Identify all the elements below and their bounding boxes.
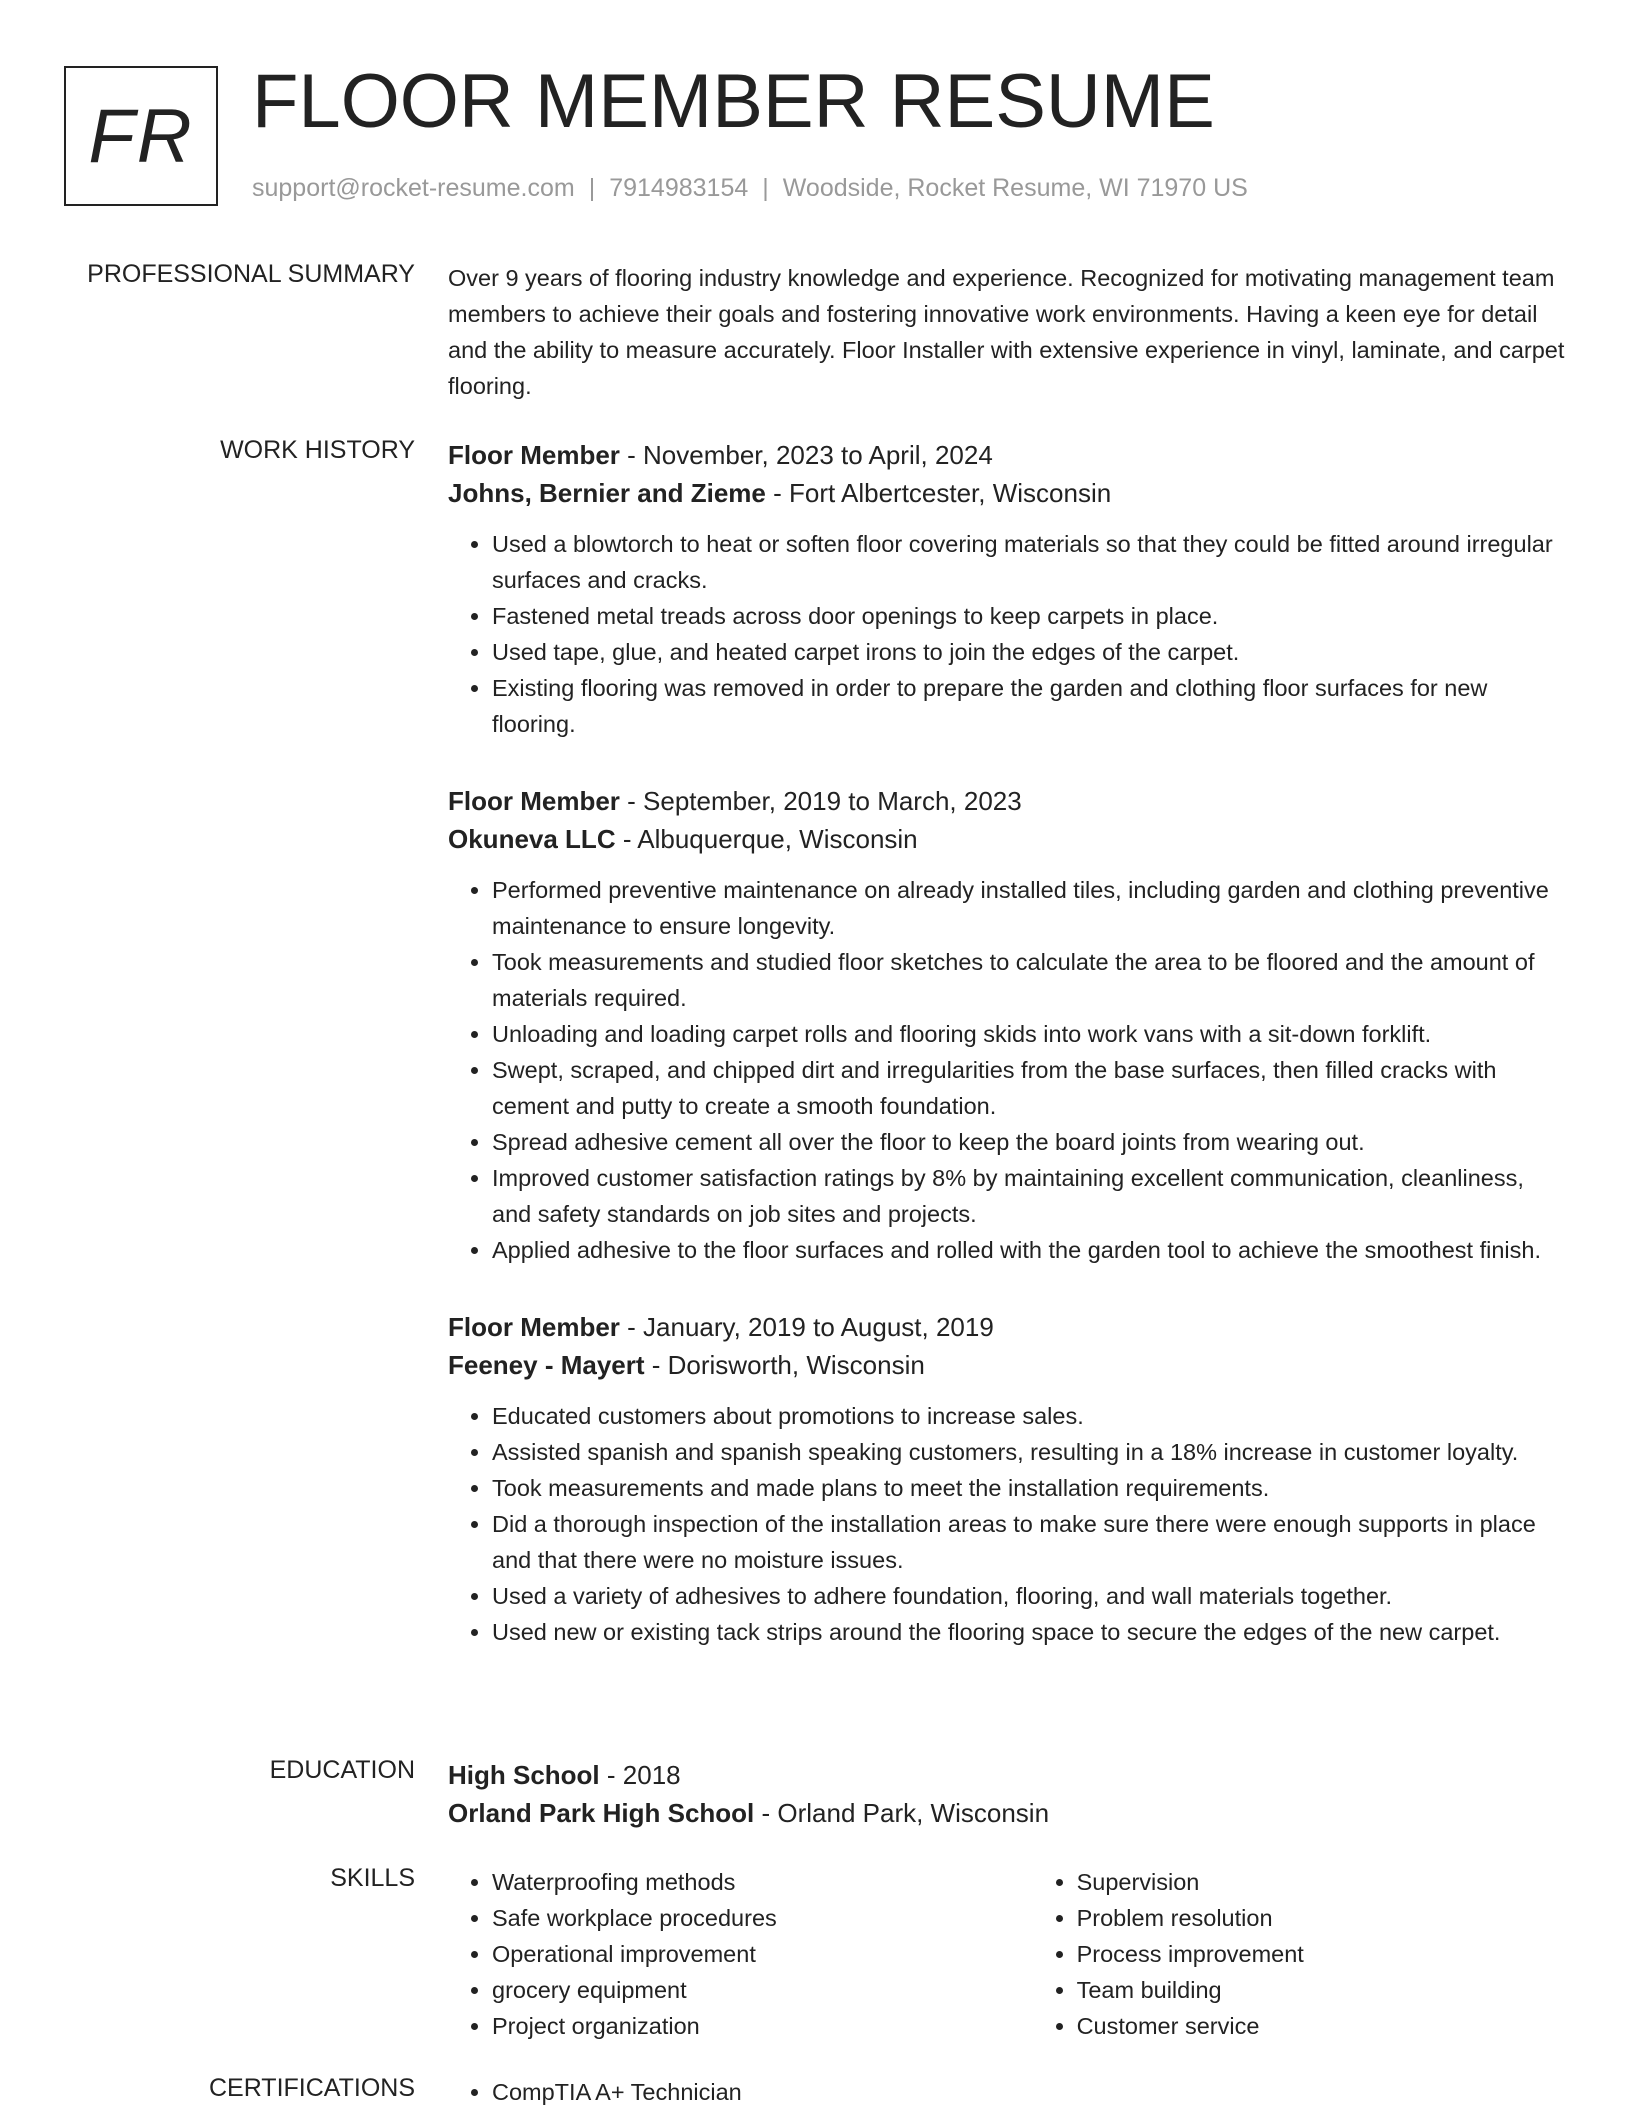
job-dates: - November, 2023 to April, 2024 bbox=[619, 440, 993, 470]
contact-separator: | bbox=[762, 174, 769, 202]
summary-body bbox=[448, 260, 1568, 404]
section-label-certifications: CERTIFICATIONS bbox=[208, 2074, 415, 2102]
certification-item: • CompTIA A+ Technician bbox=[492, 2074, 742, 2110]
job-bullets bbox=[448, 872, 1568, 1268]
section-label-work-history: WORK HISTORY bbox=[220, 436, 415, 464]
job-title: Floor Member bbox=[448, 1312, 620, 1342]
skill-item: • Team building bbox=[1077, 1972, 1568, 2008]
job-location: - Fort Albertcester, Wisconsin bbox=[765, 478, 1112, 508]
job-title-line bbox=[448, 782, 1568, 820]
skill-item: • Safe workplace procedures bbox=[492, 1900, 1033, 1936]
job-company: Johns, Bernier and Zieme bbox=[448, 478, 766, 508]
job-title-line bbox=[448, 1308, 1568, 1346]
skill-item: • Operational improvement bbox=[492, 1936, 1033, 1972]
job-company: Okuneva LLC bbox=[448, 824, 616, 854]
job-bullet: • Used a variety of adhesives to adhere foundation, flooring, and wall materials together. bbox=[492, 1578, 1568, 1614]
education-degree: High School bbox=[448, 1760, 600, 1790]
job-bullet: • Used tape, glue, and heated carpet irons to join the edges of the carpet. bbox=[492, 634, 1568, 670]
job-bullet: • Used new or existing tack strips around the flooring space to secure the edges of the new carpet. bbox=[492, 1614, 1568, 1650]
job-company-line bbox=[448, 820, 1568, 858]
certifications-body bbox=[448, 2074, 1568, 2110]
job-title-line bbox=[448, 436, 1568, 474]
job-bullet: • Applied adhesive to the floor surfaces and rolled with the garden tool to achieve the smoothest finish. bbox=[492, 1232, 1568, 1268]
job-location: - Albuquerque, Wisconsin bbox=[615, 824, 918, 854]
contact-separator: | bbox=[588, 174, 596, 202]
job-bullet: • Assisted spanish and spanish speaking customers, resulting in a 18% increase in customer loyalty. bbox=[492, 1434, 1568, 1470]
monogram-badge: FR bbox=[64, 66, 218, 206]
education-school: Orland Park High School bbox=[448, 1798, 755, 1828]
job-title: Floor Member bbox=[448, 440, 620, 470]
education-location: - Orland Park, Wisconsin bbox=[754, 1798, 1050, 1828]
education-year: - 2018 bbox=[599, 1760, 681, 1790]
contact-address: Woodside, Rocket Resume, WI 71970 US bbox=[782, 174, 1248, 202]
job-title: Floor Member bbox=[448, 786, 620, 816]
contact-email: support@rocket-resume.com bbox=[252, 174, 575, 202]
contact-line bbox=[252, 174, 1248, 203]
section-label-education: EDUCATION bbox=[269, 1756, 415, 1784]
skill-item: • Process improvement bbox=[1077, 1936, 1568, 1972]
job-bullet: • Swept, scraped, and chipped dirt and irregularities from the base surfaces, then filled cracks with cement and putty to create a smooth foundation. bbox=[492, 1052, 1568, 1124]
skill-item: • Problem resolution bbox=[1077, 1900, 1568, 1936]
job-bullet: • Fastened metal treads across door openings to keep carpets in place. bbox=[492, 598, 1568, 634]
job-company-line bbox=[448, 1346, 1568, 1384]
job-company-line bbox=[448, 474, 1568, 512]
section-label-summary: PROFESSIONAL SUMMARY bbox=[87, 260, 415, 288]
certifications-list-wrap bbox=[448, 2074, 1568, 2110]
section-label-skills: SKILLS bbox=[330, 1864, 415, 1892]
job-bullet: • Took measurements and made plans to meet the installation requirements. bbox=[492, 1470, 1568, 1506]
contact-phone: 7914983154 bbox=[609, 174, 749, 202]
education-body bbox=[448, 1756, 1568, 1832]
education-degree-line bbox=[448, 1756, 1568, 1794]
resume-title: FLOOR MEMBER RESUME bbox=[252, 59, 1215, 144]
certifications-list bbox=[448, 2074, 742, 2110]
job-bullet: • Unloading and loading carpet rolls and flooring skids into work vans with a sit-down forklift. bbox=[492, 1016, 1568, 1052]
work-history-body bbox=[448, 436, 1568, 1650]
job-bullet: • Existing flooring was removed in order to prepare the garden and clothing floor surfaces for new flooring. bbox=[492, 670, 1568, 742]
skills-body bbox=[448, 1864, 1568, 2044]
job-bullet: • Spread adhesive cement all over the floor to keep the board joints from wearing out. bbox=[492, 1124, 1568, 1160]
job-entry bbox=[448, 1308, 1568, 1650]
summary-text: Over 9 years of flooring industry knowledge and experience. Recognized for motivating management team members to achieve their goals and fostering innovative work environments. Having a keen eye for detail and the ability to measure accurately. Floor Installer with extensive experience in vinyl, laminate, and carpet flooring. bbox=[448, 265, 1565, 399]
job-entry bbox=[448, 782, 1568, 1268]
job-bullet: • Performed preventive maintenance on already installed tiles, including garden and clothing preventive maintenance to ensure longevity. bbox=[492, 872, 1568, 944]
job-company: Feeney - Mayert bbox=[448, 1350, 645, 1380]
skills-column-1 bbox=[448, 1864, 1033, 2044]
skill-item: • Project organization bbox=[492, 2008, 1033, 2044]
job-bullet: • Improved customer satisfaction ratings by 8% by maintaining excellent communication, cleanliness, and safety standards on job sites and projects. bbox=[492, 1160, 1568, 1232]
job-bullets bbox=[448, 526, 1568, 742]
job-bullets bbox=[448, 1398, 1568, 1650]
skills-column-2 bbox=[1033, 1864, 1568, 2044]
job-bullet: • Used a blowtorch to heat or soften floor covering materials so that they could be fitted around irregular surfaces and cracks. bbox=[492, 526, 1568, 598]
skill-item: • Supervision bbox=[1077, 1864, 1568, 1900]
job-dates: - January, 2019 to August, 2019 bbox=[619, 1312, 994, 1342]
skills-columns bbox=[448, 1864, 1568, 2044]
job-bullet: • Did a thorough inspection of the installation areas to make sure there were enough supports in place and that there were no moisture issues. bbox=[492, 1506, 1568, 1578]
skill-item: • Customer service bbox=[1077, 2008, 1568, 2044]
job-bullet: • Took measurements and studied floor sketches to calculate the area to be floored and the amount of materials required. bbox=[492, 944, 1568, 1016]
education-school-line bbox=[448, 1794, 1568, 1832]
skill-item: • Waterproofing methods bbox=[492, 1864, 1033, 1900]
job-dates: - September, 2019 to March, 2023 bbox=[619, 786, 1022, 816]
job-bullet: • Educated customers about promotions to increase sales. bbox=[492, 1398, 1568, 1434]
job-location: - Dorisworth, Wisconsin bbox=[644, 1350, 925, 1380]
job-entry bbox=[448, 436, 1568, 742]
skill-item: • grocery equipment bbox=[492, 1972, 1033, 2008]
